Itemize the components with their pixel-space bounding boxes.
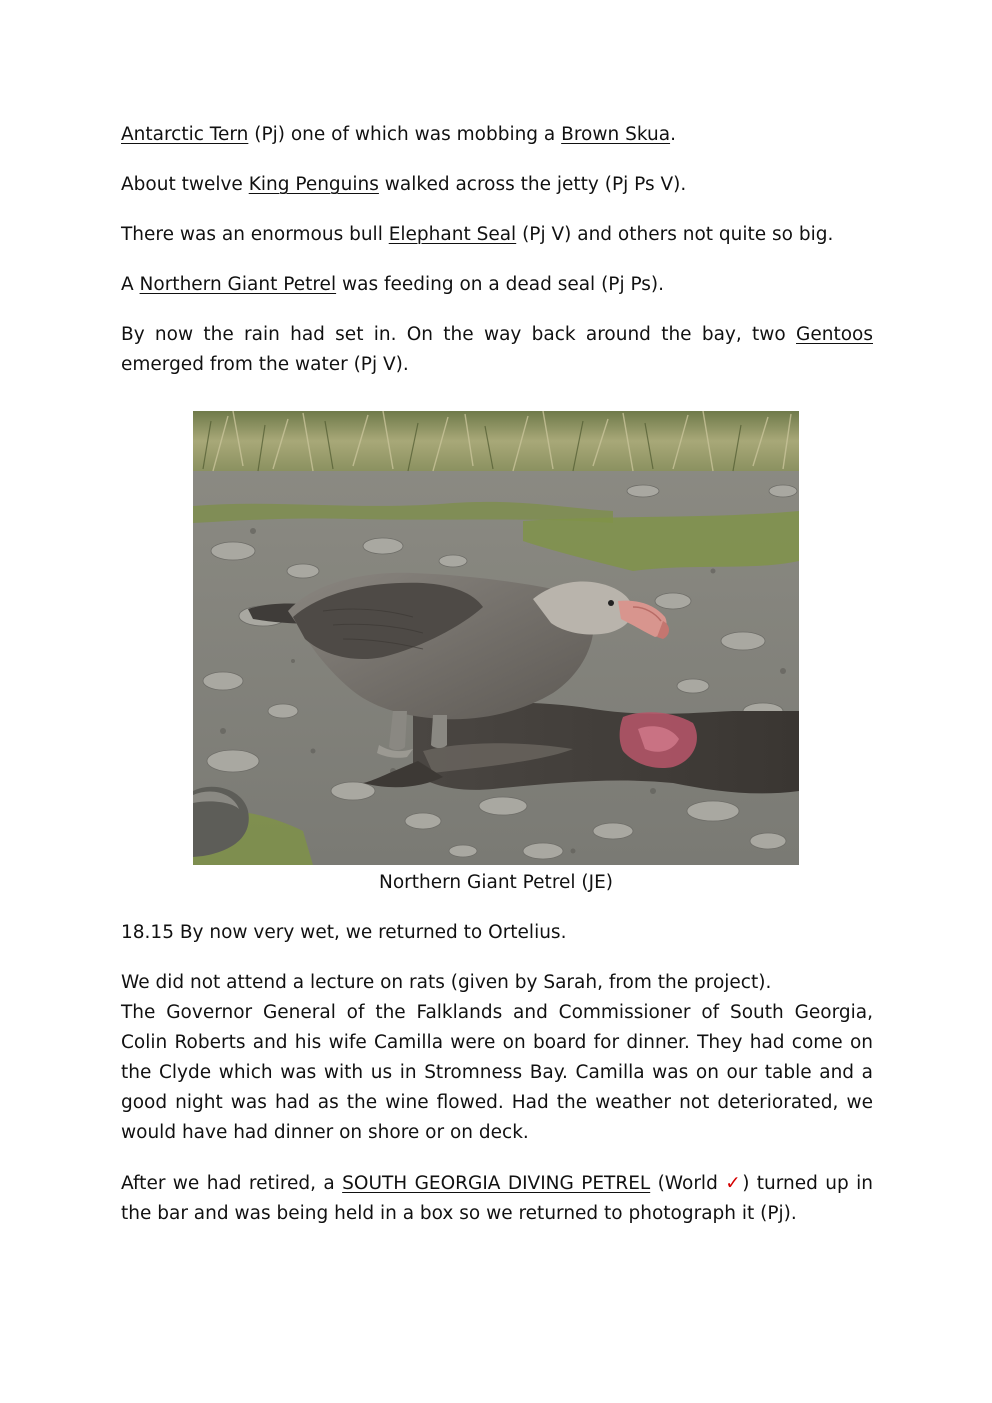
paragraph-line-lecture: We did not attend a lecture on rats (given by Sarah, from the project). [121,972,772,993]
paragraph-text: ) turned up in the bar and was being held in a box so we returned to photograph it (Pj). [121,1173,873,1224]
paragraph-text: A [121,274,140,295]
paragraph-text: emerged from the water (Pj V). [121,354,409,375]
paragraph-text: . [670,124,676,145]
checkmark-icon: ✓ [725,1173,743,1194]
photo-caption: Northern Giant Petrel (JE) [379,872,613,893]
paragraph-text: (Pj V) and others not quite so big. [516,224,834,245]
paragraph-antarctic-tern [121,120,873,150]
paragraph-text: By now the rain had set in. On the way back around the bay, two [121,324,797,345]
paragraph-text: After we had retired, a [121,1173,343,1194]
species-brown-skua: Brown Skua [561,124,671,145]
paragraph-diving-petrel [121,1169,873,1229]
paragraph-return-ortelius: 18.15 By now very wet, we returned to Ortelius. [121,922,567,943]
paragraph-king-penguins [121,170,873,200]
paragraph-dinner [121,968,873,1148]
paragraph-text: (Pj) one of which was mobbing a [248,124,562,145]
paragraph-text: There was an enormous bull [121,224,389,245]
paragraph-text: walked across the jetty (Pj Ps V). [378,174,687,195]
species-antarctic-tern: Antarctic Tern [121,124,249,145]
paragraph-elephant-seal [121,220,873,250]
species-king-penguins: King Penguins [248,174,379,195]
species-northern-giant-petrel: Northern Giant Petrel [139,274,337,295]
species-gentoos: Gentoos [796,324,873,345]
paragraph-northern-giant-petrel [121,270,873,300]
paragraph-text: About twelve [121,174,249,195]
northern-giant-petrel-photo [193,411,799,865]
species-elephant-seal: Elephant Seal [388,224,517,245]
species-south-georgia-diving-petrel: SOUTH GEORGIA DIVING PETREL [342,1173,651,1194]
paragraph-gentoos [121,320,873,380]
paragraph-text: was feeding on a dead seal (Pj Ps). [336,274,665,295]
paragraph-governor-dinner: The Governor General of the Falklands and Commissioner of South Georgia, Colin Roberts and his wife Camilla were on board for dinner. They had come on the Clyde which was with us in Stromness Bay. Camilla was on our table and a good night was had as the wine flowed. Had the weather not deteriorated, we would have had dinner on shore or on deck. [121,1002,873,1143]
paragraph-text: (World [650,1173,726,1194]
